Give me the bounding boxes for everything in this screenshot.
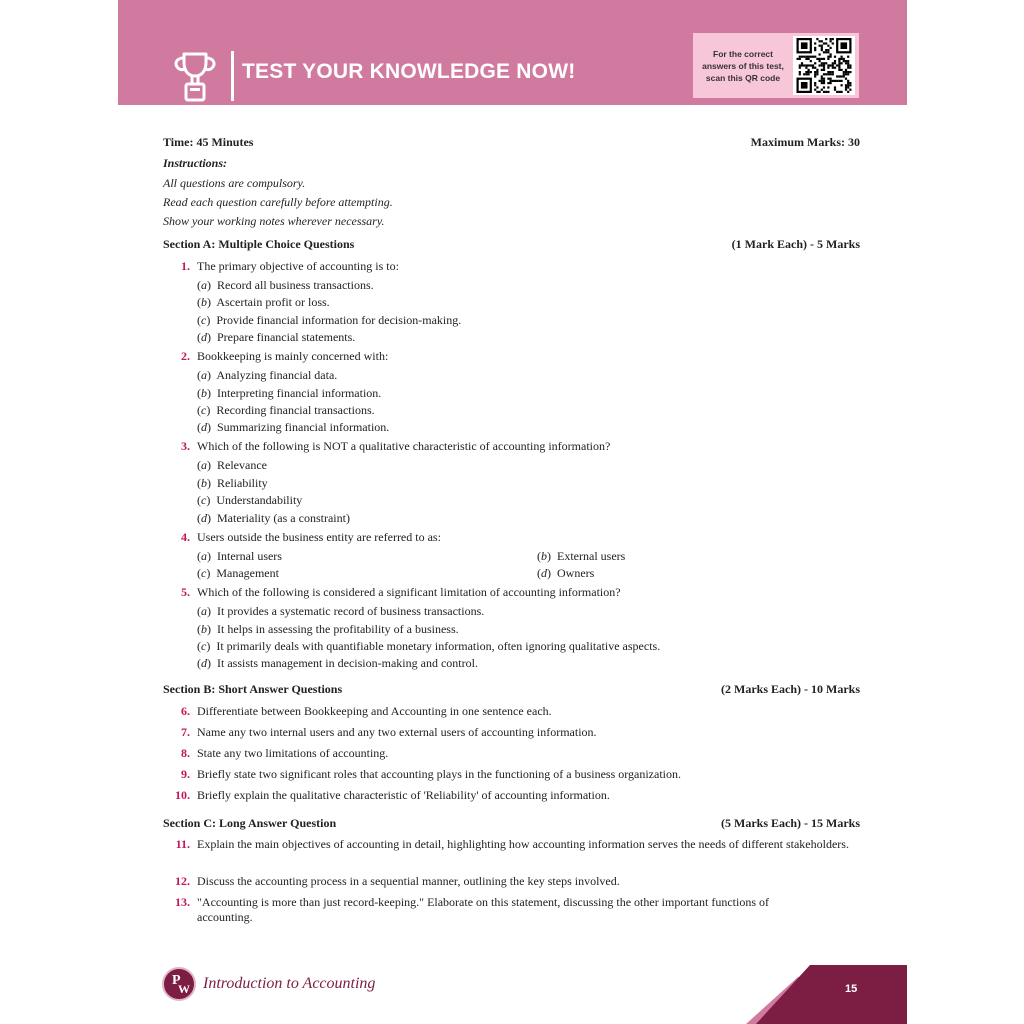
question-number: 10. — [175, 788, 190, 802]
question-number: 2. — [181, 349, 190, 363]
question-number: 3. — [181, 439, 190, 453]
option-item: (c) Recording financial transactions. — [197, 403, 375, 417]
option-item: (b) Reliability — [197, 476, 268, 490]
page-number: 15 — [845, 983, 858, 995]
question-text: Discuss the accounting process in a sequential manner, outlining the key steps involved. — [197, 874, 620, 888]
section-a-marks: (1 Mark Each) - 5 Marks — [731, 237, 860, 251]
question-text: Which of the following is NOT a qualitative characteristic of accounting information? — [197, 439, 611, 453]
question-text: Explain the main objectives of accounting in detail, highlighting how accounting information serves the needs of different stakeholders. — [197, 837, 849, 851]
option-item: (d) It assists management in decision-making and control. — [197, 656, 478, 670]
instructions-heading: Instructions: — [163, 156, 228, 170]
section-b-title: Section B: Short Answer Questions — [163, 682, 343, 696]
option-item: (b) Interpreting financial information. — [197, 386, 382, 400]
option-item: (b) It helps in assessing the profitability of a business. — [197, 622, 459, 636]
option-item: (b) Ascertain profit or loss. — [197, 295, 330, 309]
question-text: "Accounting is more than just record-keeping." Elaborate on this statement, discussing the other important functions of accounting. — [197, 895, 769, 924]
option-item: (c) It primarily deals with quantifiable monetary information, often ignoring qualitative aspects. — [197, 639, 661, 653]
section-c-title: Section C: Long Answer Question — [163, 816, 337, 830]
question-text: Which of the following is considered a significant limitation of accounting information? — [197, 585, 621, 599]
question-text: Briefly explain the qualitative characteristic of 'Reliability' of accounting information. — [197, 788, 610, 802]
qr-instruction: For the correct answers of this test, scan this QR code — [702, 49, 784, 83]
option-item: (a) Analyzing financial data. — [197, 368, 338, 382]
question-number: 11. — [175, 837, 190, 851]
time-label: Time: 45 Minutes — [163, 135, 254, 149]
section-c-marks: (5 Marks Each) - 15 Marks — [721, 816, 860, 830]
question-text: Briefly state two significant roles that accounting plays in the functioning of a business organization. — [197, 767, 682, 781]
question-text: Name any two internal users and any two external users of accounting information. — [197, 725, 597, 739]
instruction-item: Read each question carefully before attempting. — [163, 195, 393, 209]
question-text: Bookkeeping is mainly concerned with: — [197, 349, 389, 363]
section-a-title: Section A: Multiple Choice Questions — [163, 237, 355, 251]
option-item: (d) Prepare financial statements. — [197, 330, 356, 344]
question-number: 1. — [181, 259, 190, 273]
question-text: State any two limitations of accounting. — [197, 746, 389, 760]
option-item: (a) Relevance — [197, 458, 267, 472]
option-item: (b) External users — [537, 549, 626, 563]
option-item: (a) Internal users — [197, 549, 282, 563]
logo-letter-w: W — [178, 982, 190, 996]
instruction-item: All questions are compulsory. — [163, 176, 306, 190]
option-item: (d) Owners — [537, 566, 595, 580]
page-title: TEST YOUR KNOWLEDGE NOW! — [242, 60, 576, 83]
option-item: (c) Provide financial information for decision-making. — [197, 313, 462, 327]
option-item: (a) Record all business transactions. — [197, 278, 374, 292]
instruction-item: Show your working notes wherever necessary. — [163, 214, 385, 228]
question-text: Users outside the business entity are referred to as: — [197, 530, 441, 544]
question-number: 5. — [181, 585, 190, 599]
publisher-logo — [162, 967, 196, 1001]
option-item: (c) Understandability — [197, 493, 303, 507]
question-number: 12. — [175, 874, 190, 888]
logo-letter-p: P — [172, 973, 181, 988]
question-number: 9. — [181, 767, 190, 781]
question-number: 13. — [175, 895, 190, 909]
option-item: (c) Management — [197, 566, 279, 580]
footer-tab-shape — [740, 965, 907, 1024]
question-number: 7. — [181, 725, 190, 739]
option-item: (a) It provides a systematic record of business transactions. — [197, 604, 485, 618]
question-text: The primary objective of accounting is to: — [197, 259, 399, 273]
section-b-marks: (2 Marks Each) - 10 Marks — [721, 682, 860, 696]
max-marks-label: Maximum Marks: 30 — [750, 135, 860, 149]
question-text: Differentiate between Bookkeeping and Accounting in one sentence each. — [197, 704, 552, 718]
option-item: (d) Summarizing financial information. — [197, 420, 390, 434]
question-number: 4. — [181, 530, 190, 544]
option-item: (d) Materiality (as a constraint) — [197, 511, 350, 525]
chapter-title: Introduction to Accounting — [203, 975, 376, 992]
question-number: 6. — [181, 704, 190, 718]
question-number: 8. — [181, 746, 190, 760]
